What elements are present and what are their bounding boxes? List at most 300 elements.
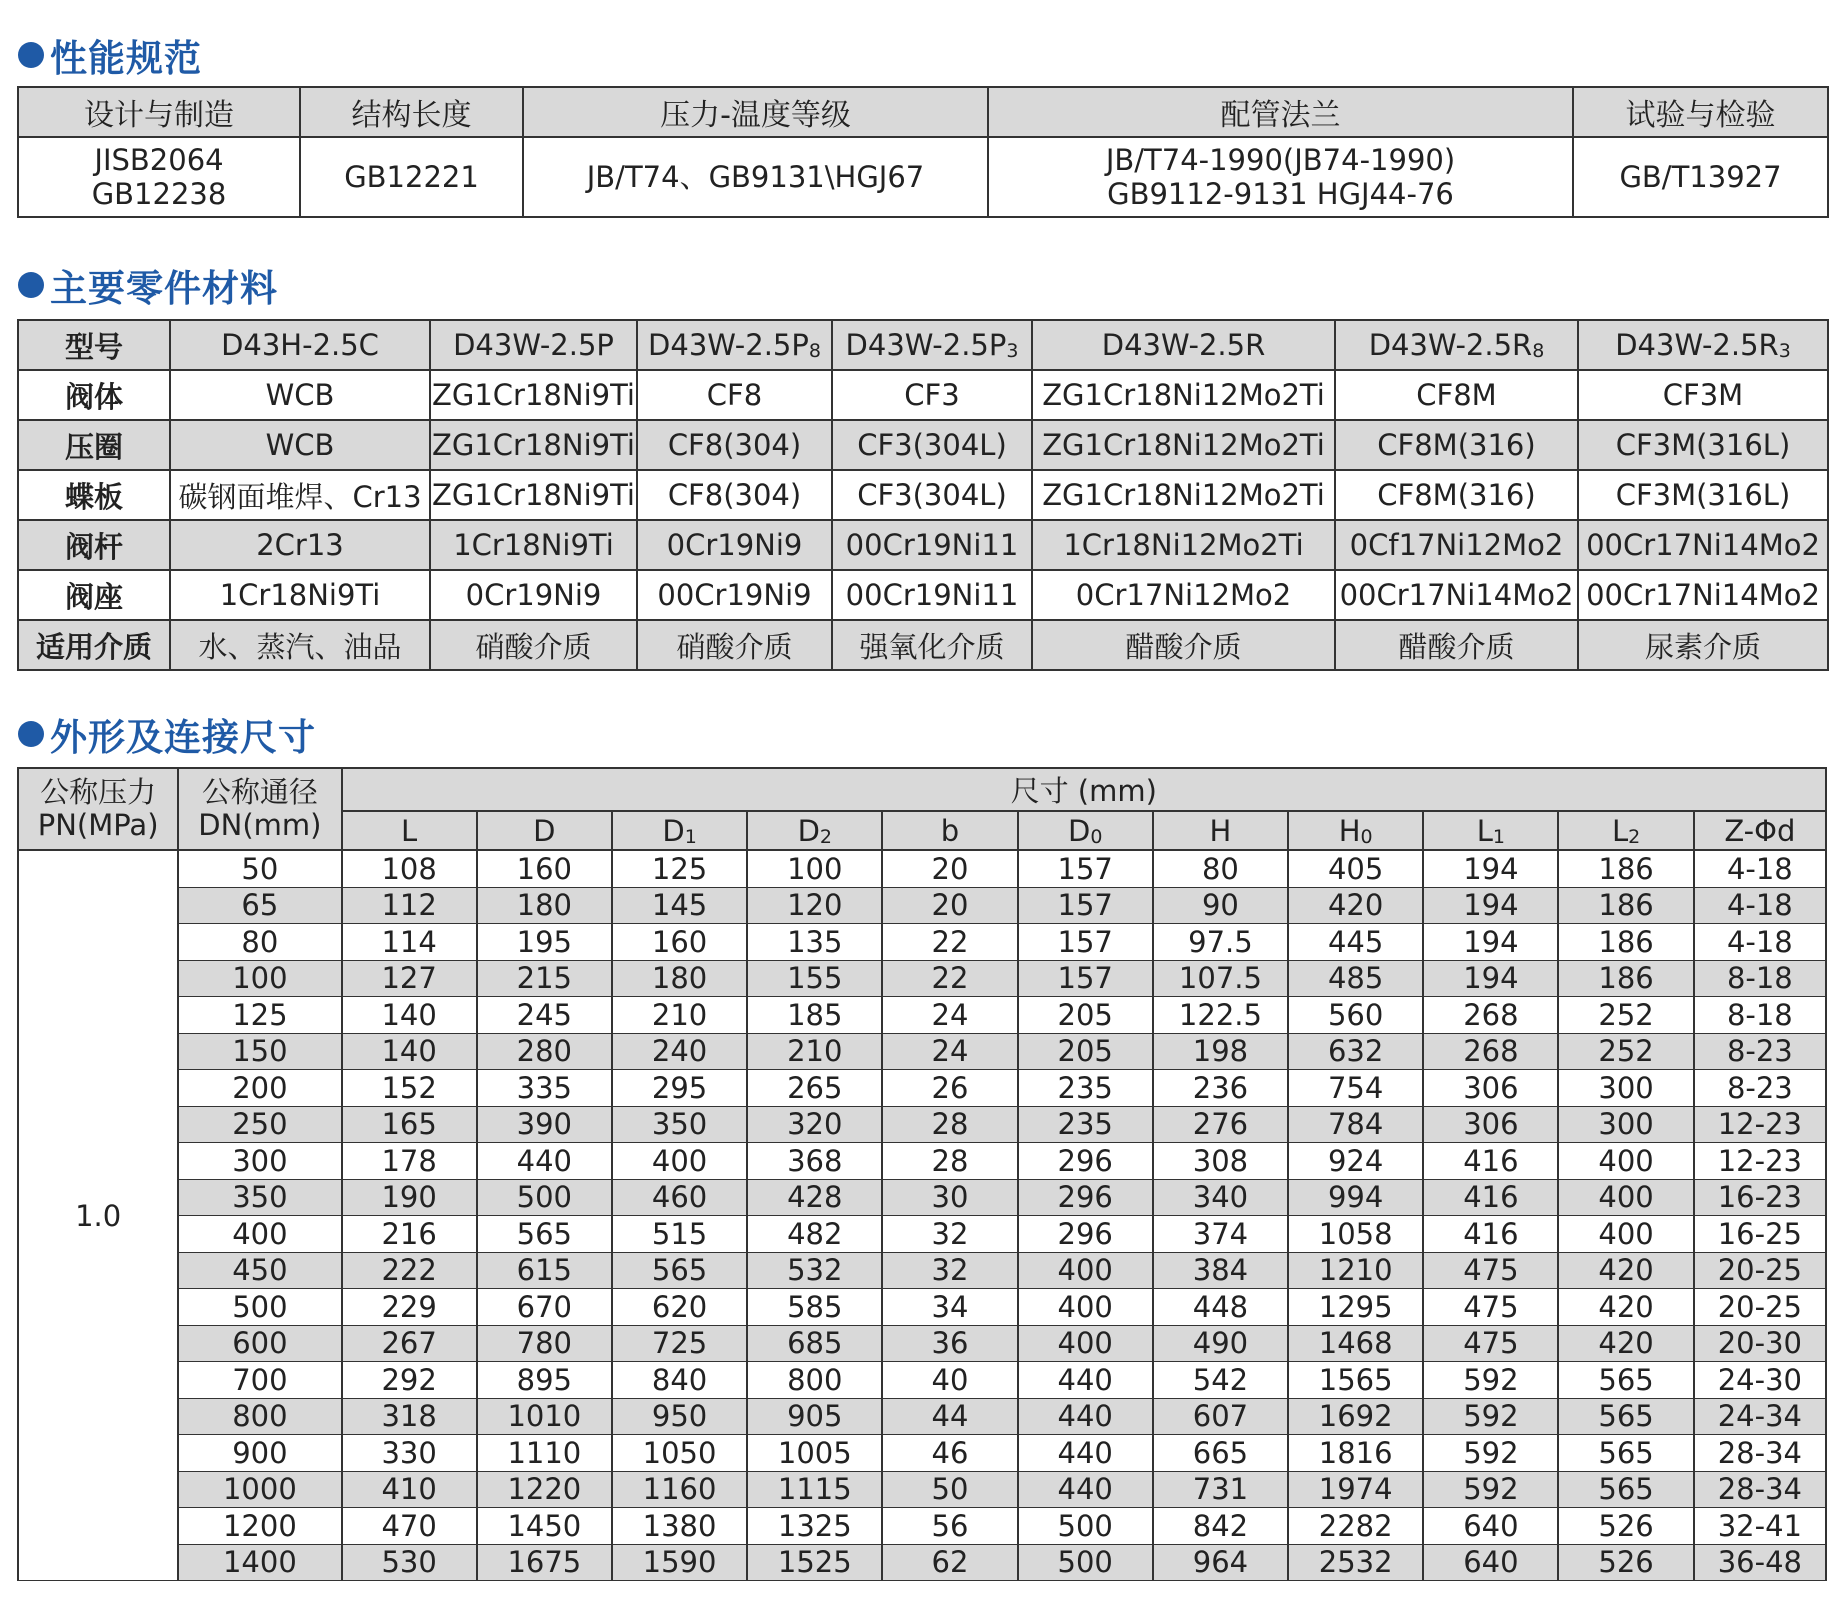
performance-value-line: JB/T74-1990(JB74-1990) (1105, 143, 1456, 177)
dimension-cell: 410 (342, 1471, 477, 1508)
dn-value: 700 (178, 1362, 341, 1399)
materials-row-label: 适用介质 (18, 620, 170, 670)
dimension-cell: 565 (1558, 1398, 1693, 1435)
dimension-cell: 62 (882, 1544, 1017, 1581)
performance-cell (300, 137, 523, 217)
materials-cell: CF3(304L) (832, 420, 1032, 470)
dimension-row (18, 1471, 1826, 1508)
dimension-row (18, 924, 1826, 961)
dimension-cell: 8-23 (1694, 1070, 1826, 1107)
dimension-cell: 725 (612, 1325, 747, 1362)
dimension-cell: 198 (1153, 1033, 1288, 1070)
dimension-cell: 428 (747, 1179, 882, 1216)
dn-value: 80 (178, 924, 341, 961)
dimension-cell: 235 (1018, 1106, 1153, 1143)
dimension-cell: 186 (1558, 850, 1693, 887)
dimension-cell: 780 (477, 1325, 612, 1362)
column-symbol: Z-Φd (1724, 813, 1796, 848)
dimension-cell: 8-18 (1694, 997, 1826, 1034)
materials-row (18, 420, 1828, 470)
materials-cell: ZG1Cr18Ni9Ti (430, 470, 637, 520)
column-symbol: L (401, 813, 418, 848)
performance-header: 设计与制造 (18, 87, 300, 137)
dimension-cell: 840 (612, 1362, 747, 1399)
dn-header (178, 768, 341, 850)
dimension-cell: 252 (1558, 1033, 1693, 1070)
dimension-cell: 32-41 (1694, 1508, 1826, 1545)
materials-cell: 强氧化介质 (832, 620, 1032, 670)
materials-cell: 1Cr18Ni9Ti (430, 520, 637, 570)
pn-header-line: 公称压力 (40, 775, 157, 809)
dimension-cell: 482 (747, 1216, 882, 1253)
dimension-cell: 186 (1558, 960, 1693, 997)
dimension-cell: 16-23 (1694, 1179, 1826, 1216)
dimension-cell: 276 (1153, 1106, 1288, 1143)
dn-value: 900 (178, 1435, 341, 1472)
dimension-cell: 1450 (477, 1508, 612, 1545)
dimension-cell: 100 (747, 850, 882, 887)
dimension-cell: 585 (747, 1289, 882, 1326)
materials-cell: CF8(304) (637, 470, 832, 520)
performance-value-line: GB12221 (344, 160, 479, 194)
materials-cell: 00Cr17Ni14Mo2 (1578, 570, 1828, 620)
dimension-row (18, 1106, 1826, 1143)
materials-row (18, 570, 1828, 620)
materials-cell: 碳钢面堆焊、Cr13 (170, 470, 430, 520)
materials-cell: ZG1Cr18Ni9Ti (430, 420, 637, 470)
dimension-cell: 400 (1018, 1325, 1153, 1362)
dimension-cell: 24 (882, 1033, 1017, 1070)
dimension-cell: 420 (1558, 1289, 1693, 1326)
dimension-row (18, 1070, 1826, 1107)
dimension-row (18, 1289, 1826, 1326)
materials-cell: CF8M(316) (1335, 470, 1578, 520)
materials-cell: WCB (170, 370, 430, 420)
dimension-row (18, 1252, 1826, 1289)
dimension-row (18, 1398, 1826, 1435)
materials-row (18, 620, 1828, 670)
dimension-row (18, 960, 1826, 997)
dimension-cell: 28 (882, 1106, 1017, 1143)
dimension-cell: 420 (1288, 887, 1423, 924)
dimension-cell: 784 (1288, 1106, 1423, 1143)
dimension-column-header (477, 811, 612, 850)
materials-cell: 硝酸介质 (430, 620, 637, 670)
materials-cell: 0Cr19Ni9 (637, 520, 832, 570)
dimension-cell: 1110 (477, 1435, 612, 1472)
dimension-cell: 416 (1423, 1179, 1558, 1216)
dimension-cell: 44 (882, 1398, 1017, 1435)
dimension-cell: 2282 (1288, 1508, 1423, 1545)
dimension-cell: 296 (1018, 1216, 1153, 1253)
dimension-cell: 895 (477, 1362, 612, 1399)
dn-value: 1000 (178, 1471, 341, 1508)
section-title-materials (18, 258, 278, 312)
dn-value: 250 (178, 1106, 341, 1143)
dimension-cell: 22 (882, 960, 1017, 997)
dimension-column-header (882, 811, 1017, 850)
dimension-cell: 20-30 (1694, 1325, 1826, 1362)
column-symbol: L (1476, 813, 1493, 848)
dimension-cell: 440 (1018, 1435, 1153, 1472)
dimension-cell: 448 (1153, 1289, 1288, 1326)
dimension-cell: 24-34 (1694, 1398, 1826, 1435)
dn-value: 125 (178, 997, 341, 1034)
dimension-cell: 731 (1153, 1471, 1288, 1508)
materials-row-label: 蝶板 (18, 470, 170, 520)
dn-value: 450 (178, 1252, 341, 1289)
performance-cell (523, 137, 988, 217)
dn-value: 65 (178, 887, 341, 924)
model-subscript: 3 (1006, 340, 1019, 362)
dimension-cell: 1525 (747, 1544, 882, 1581)
dimension-cell: 384 (1153, 1252, 1288, 1289)
dimension-row (18, 1435, 1826, 1472)
dimension-cell: 30 (882, 1179, 1017, 1216)
dimension-cell: 165 (342, 1106, 477, 1143)
dimension-cell: 560 (1288, 997, 1423, 1034)
materials-cell: 1Cr18Ni12Mo2Ti (1032, 520, 1335, 570)
dimension-cell: 265 (747, 1070, 882, 1107)
materials-cell: 1Cr18Ni9Ti (170, 570, 430, 620)
dimension-cell: 1565 (1288, 1362, 1423, 1399)
dimension-cell: 1010 (477, 1398, 612, 1435)
dimension-row (18, 1362, 1826, 1399)
model-subscript: 8 (808, 340, 821, 362)
performance-header: 压力-温度等级 (523, 87, 988, 137)
materials-cell: CF8 (637, 370, 832, 420)
materials-cell: WCB (170, 420, 430, 470)
dimension-cell: 28-34 (1694, 1435, 1826, 1472)
dimension-cell: 28 (882, 1143, 1017, 1180)
dimension-cell: 532 (747, 1252, 882, 1289)
dimension-cell: 295 (612, 1070, 747, 1107)
performance-value-line: GB9112-9131 HGJ44-76 (1107, 177, 1454, 211)
dimension-cell: 460 (612, 1179, 747, 1216)
dimension-cell: 229 (342, 1289, 477, 1326)
dimension-cell: 235 (1018, 1070, 1153, 1107)
dimension-cell: 280 (477, 1033, 612, 1070)
materials-row-label: 阀体 (18, 370, 170, 420)
dimension-cell: 4-18 (1694, 924, 1826, 961)
column-subscript: 0 (1360, 825, 1373, 848)
dimension-cell: 400 (612, 1143, 747, 1180)
dimension-column-header (1288, 811, 1423, 850)
dn-value: 500 (178, 1289, 341, 1326)
dimension-cell: 400 (1018, 1252, 1153, 1289)
dimension-cell: 526 (1558, 1544, 1693, 1581)
dimension-cell: 500 (1018, 1508, 1153, 1545)
model-header (832, 320, 1032, 370)
performance-header-row (18, 87, 1828, 137)
materials-header-row (18, 320, 1828, 370)
dimension-cell: 565 (1558, 1471, 1693, 1508)
dimension-cell: 1210 (1288, 1252, 1423, 1289)
column-subscript: 1 (1492, 825, 1505, 848)
materials-cell: 醋酸介质 (1335, 620, 1578, 670)
model-name: D43W-2.5R (1368, 328, 1533, 362)
dn-value: 300 (178, 1143, 341, 1180)
materials-cell: CF3 (832, 370, 1032, 420)
dimension-cell: 190 (342, 1179, 477, 1216)
model-name: D43W-2.5R (1615, 328, 1779, 362)
dimension-cell: 26 (882, 1070, 1017, 1107)
dimension-cell: 632 (1288, 1033, 1423, 1070)
dimension-cell: 440 (1018, 1471, 1153, 1508)
bullet-icon (18, 721, 44, 747)
performance-header: 试验与检验 (1573, 87, 1828, 137)
dimension-cell: 420 (1558, 1325, 1693, 1362)
dimension-cell: 1325 (747, 1508, 882, 1545)
dimension-cell: 210 (747, 1033, 882, 1070)
column-symbol: D (797, 813, 820, 848)
dimension-cell: 368 (747, 1143, 882, 1180)
dimension-cell: 350 (612, 1106, 747, 1143)
dimension-cell: 330 (342, 1435, 477, 1472)
dimension-cell: 335 (477, 1070, 612, 1107)
dn-value: 800 (178, 1398, 341, 1435)
model-header (430, 320, 637, 370)
model-name: D43H-2.5C (221, 328, 379, 362)
dimension-cell: 160 (612, 924, 747, 961)
dimension-cell: 20-25 (1694, 1252, 1826, 1289)
dimension-cell: 112 (342, 887, 477, 924)
materials-row-label: 阀杆 (18, 520, 170, 570)
materials-cell: 00Cr17Ni14Mo2 (1578, 520, 1828, 570)
dimension-cell: 140 (342, 1033, 477, 1070)
dimension-cell: 20-25 (1694, 1289, 1826, 1326)
model-subscript: 3 (1778, 340, 1791, 362)
dimension-cell: 4-18 (1694, 887, 1826, 924)
dimension-row (18, 1325, 1826, 1362)
dimension-cell: 685 (747, 1325, 882, 1362)
dimension-cell: 32 (882, 1252, 1017, 1289)
materials-cell: CF3M (1578, 370, 1828, 420)
materials-row (18, 520, 1828, 570)
materials-cell: 硝酸介质 (637, 620, 832, 670)
dimension-cell: 842 (1153, 1508, 1288, 1545)
dimension-cell: 1115 (747, 1471, 882, 1508)
dimension-cell: 185 (747, 997, 882, 1034)
materials-cell: CF3(304L) (832, 470, 1032, 520)
dimension-cell: 155 (747, 960, 882, 997)
dimension-cell: 296 (1018, 1143, 1153, 1180)
model-header (1032, 320, 1335, 370)
dimension-cell: 194 (1423, 850, 1558, 887)
dimension-cell: 210 (612, 997, 747, 1034)
dimension-cell: 240 (612, 1033, 747, 1070)
dimension-cell: 12-23 (1694, 1106, 1826, 1143)
dimension-cell: 400 (1018, 1289, 1153, 1326)
dimension-row (18, 1033, 1826, 1070)
materials-cell: 00Cr19Ni9 (637, 570, 832, 620)
dimension-cell: 306 (1423, 1106, 1558, 1143)
model-header (170, 320, 430, 370)
dimension-cell: 1160 (612, 1471, 747, 1508)
dn-value: 1400 (178, 1544, 341, 1581)
dimension-cell: 36 (882, 1325, 1017, 1362)
dimension-row (18, 997, 1826, 1034)
dimension-cell: 300 (1558, 1106, 1693, 1143)
dimension-cell: 1220 (477, 1471, 612, 1508)
dimension-cell: 8-18 (1694, 960, 1826, 997)
performance-value-line: GB12238 (91, 177, 227, 211)
materials-cell: 尿素介质 (1578, 620, 1828, 670)
dimension-cell: 4-18 (1694, 850, 1826, 887)
dimension-cell: 470 (342, 1508, 477, 1545)
dimension-cell: 180 (612, 960, 747, 997)
performance-value-line: JB/T74、GB9131\HGJ67 (586, 160, 925, 194)
dimension-cell: 400 (1558, 1143, 1693, 1180)
dimension-cell: 145 (612, 887, 747, 924)
dimension-cell: 140 (342, 997, 477, 1034)
column-subscript: 1 (684, 825, 697, 848)
dimension-row (18, 887, 1826, 924)
performance-header: 结构长度 (300, 87, 523, 137)
dimension-cell: 500 (1018, 1544, 1153, 1581)
column-symbol: L (1611, 813, 1629, 848)
bullet-icon (18, 272, 44, 298)
dimension-cell: 36-48 (1694, 1544, 1826, 1581)
performance-cell (18, 137, 300, 217)
dimension-cell: 34 (882, 1289, 1017, 1326)
model-name: D43W-2.5P (648, 328, 809, 362)
dimension-cell: 905 (747, 1398, 882, 1435)
dimension-cell: 400 (1558, 1216, 1693, 1253)
dimension-cell: 1295 (1288, 1289, 1423, 1326)
dimension-cell: 8-23 (1694, 1033, 1826, 1070)
dimension-cell: 127 (342, 960, 477, 997)
dimension-cell: 157 (1018, 887, 1153, 924)
dimension-cell: 1058 (1288, 1216, 1423, 1253)
bullet-icon (18, 42, 44, 68)
dimension-cell: 1675 (477, 1544, 612, 1581)
dimension-cell: 306 (1423, 1070, 1558, 1107)
dimension-cell: 56 (882, 1508, 1017, 1545)
dimension-cell: 24 (882, 997, 1017, 1034)
materials-cell: ZG1Cr18Ni12Mo2Ti (1032, 470, 1335, 520)
dimension-cell: 475 (1423, 1252, 1558, 1289)
materials-cell: 水、蒸汽、油品 (170, 620, 430, 670)
materials-cell: CF3M(316L) (1578, 470, 1828, 520)
dimension-cell: 16-25 (1694, 1216, 1826, 1253)
dimension-cell: 440 (1018, 1398, 1153, 1435)
dimension-cell: 994 (1288, 1179, 1423, 1216)
dimension-cell: 178 (342, 1143, 477, 1180)
dimension-cell: 114 (342, 924, 477, 961)
dn-value: 400 (178, 1216, 341, 1253)
dimension-cell: 485 (1288, 960, 1423, 997)
dimension-cell: 374 (1153, 1216, 1288, 1253)
dimension-cell: 950 (612, 1398, 747, 1435)
performance-value-line: GB/T13927 (1619, 160, 1782, 194)
dimension-cell: 97.5 (1153, 924, 1288, 961)
dimensions-table (17, 767, 1827, 1581)
dimension-cell: 180 (477, 887, 612, 924)
dimension-cell: 24-30 (1694, 1362, 1826, 1399)
column-symbol: H (1338, 813, 1361, 848)
dimension-cell: 320 (747, 1106, 882, 1143)
dimension-cell: 107.5 (1153, 960, 1288, 997)
dimension-cell: 268 (1423, 997, 1558, 1034)
dn-value: 150 (178, 1033, 341, 1070)
materials-cell: ZG1Cr18Ni9Ti (430, 370, 637, 420)
dimension-cell: 592 (1423, 1471, 1558, 1508)
dimension-row (18, 1143, 1826, 1180)
dimension-cell: 475 (1423, 1325, 1558, 1362)
section-title-text: 主要零件材料 (50, 267, 278, 310)
dimension-cell: 565 (1558, 1362, 1693, 1399)
pn-header (18, 768, 178, 850)
dimension-cell: 340 (1153, 1179, 1288, 1216)
dimension-cell: 135 (747, 924, 882, 961)
dimension-row (18, 1544, 1826, 1581)
dimension-cell: 592 (1423, 1435, 1558, 1472)
dimension-cell: 186 (1558, 924, 1693, 961)
dimension-cell: 1005 (747, 1435, 882, 1472)
dimension-cell: 195 (477, 924, 612, 961)
dimension-cell: 46 (882, 1435, 1017, 1472)
dimension-cell: 1468 (1288, 1325, 1423, 1362)
dimension-cell: 296 (1018, 1179, 1153, 1216)
dn-header-line: DN(mm) (198, 808, 322, 842)
dimension-cell: 1380 (612, 1508, 747, 1545)
dimension-cell: 308 (1153, 1143, 1288, 1180)
dimension-cell: 157 (1018, 924, 1153, 961)
model-name: D43W-2.5P (453, 328, 614, 362)
dimension-cell: 640 (1423, 1544, 1558, 1581)
dimension-cell: 215 (477, 960, 612, 997)
materials-cell: 醋酸介质 (1032, 620, 1335, 670)
dimension-cell: 592 (1423, 1362, 1558, 1399)
model-header (1335, 320, 1578, 370)
materials-cell: ZG1Cr18Ni12Mo2Ti (1032, 370, 1335, 420)
dimension-cell: 924 (1288, 1143, 1423, 1180)
pn-value: 1.0 (18, 850, 178, 1581)
section-title-dimensions (18, 707, 316, 761)
dimension-cell: 20 (882, 887, 1017, 924)
dimension-column-header (612, 811, 747, 850)
dimension-cell: 222 (342, 1252, 477, 1289)
column-symbol: H (1209, 813, 1232, 848)
materials-row-label: 阀座 (18, 570, 170, 620)
dimension-cell: 194 (1423, 887, 1558, 924)
dimensions-header-row (18, 768, 1826, 811)
materials-cell: 0Cr17Ni12Mo2 (1032, 570, 1335, 620)
materials-cell: 0Cf17Ni12Mo2 (1335, 520, 1578, 570)
dimension-cell: 542 (1153, 1362, 1288, 1399)
column-symbol: D (662, 813, 685, 848)
dn-value: 200 (178, 1070, 341, 1107)
dimension-column-header (1153, 811, 1288, 850)
dimension-cell: 607 (1153, 1398, 1288, 1435)
dimension-cell: 2532 (1288, 1544, 1423, 1581)
materials-table (17, 319, 1829, 671)
dimension-cell: 80 (1153, 850, 1288, 887)
dimension-cell: 405 (1288, 850, 1423, 887)
dimension-cell: 28-34 (1694, 1471, 1826, 1508)
dimension-cell: 22 (882, 924, 1017, 961)
dimension-cell: 90 (1153, 887, 1288, 924)
dn-value: 600 (178, 1325, 341, 1362)
dimension-cell: 665 (1153, 1435, 1288, 1472)
dimension-cell: 565 (612, 1252, 747, 1289)
dn-header-line: 公称通径 (201, 775, 318, 809)
dimension-cell: 445 (1288, 924, 1423, 961)
dimension-cell: 440 (1018, 1362, 1153, 1399)
dimension-cell: 490 (1153, 1325, 1288, 1362)
dimension-cell: 125 (612, 850, 747, 887)
